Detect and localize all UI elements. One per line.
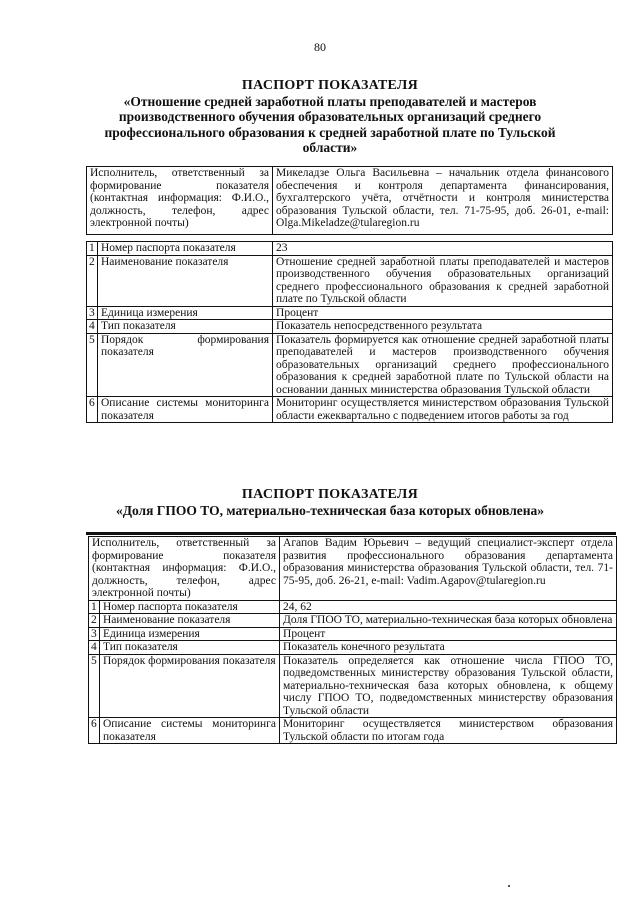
row-number: 3	[89, 627, 100, 641]
passport2-title: ПАСПОРТ ПОКАЗАТЕЛЯ	[241, 487, 419, 502]
row-number: 1	[89, 600, 100, 614]
row-value: Отношение средней заработной платы преподавателей и мастеров производственного обучения образовательных организаций среднего профессионального образования к средней заработной плате по Тульской области	[273, 255, 613, 306]
table-row	[87, 255, 613, 306]
row-value: Мониторинг осуществляется министерством образования Тульской области по итогам года	[280, 718, 617, 744]
passport1-table	[86, 166, 613, 423]
row-number: 3	[87, 306, 98, 320]
table-row	[87, 320, 613, 334]
executor-label: Исполнитель, ответственный за формирование показателя (контактная информация: Ф.И.О., должность, телефон, адрес электронной почты)	[89, 537, 280, 601]
row-label: Единица измерения	[98, 306, 273, 320]
row-label: Тип показателя	[100, 641, 280, 655]
table-row	[89, 600, 617, 614]
row-number: 5	[87, 333, 98, 397]
passport2-table	[88, 536, 617, 744]
executor-value: Агапов Вадим Юрьевич – ведущий специалист-эксперт отдела развития профессионального образования департамента образования министерства образования Тульской области, тел. 71-75-95, доб. 26-21, e-mail: Vadim.Agapov@tularegion.ru	[280, 537, 617, 601]
table-row	[87, 333, 613, 397]
row-label: Наименование показателя	[98, 255, 273, 306]
table-row	[89, 654, 617, 718]
row-label: Порядок формирования показателя	[100, 654, 280, 718]
table-row	[89, 614, 617, 628]
passport2-subtitle: «Доля ГПОО ТО, материально-техническая база которых обновлена»	[115, 502, 545, 518]
divider	[86, 532, 616, 535]
table-row	[89, 718, 617, 744]
scan-speck	[508, 885, 510, 887]
row-number: 6	[87, 397, 98, 423]
passport1-heading	[80, 78, 580, 156]
table-row	[87, 306, 613, 320]
row-label: Единица измерения	[100, 627, 280, 641]
row-value: Доля ГПОО ТО, материально-техническая база которых обновлена	[280, 614, 617, 628]
page-number: 80	[314, 40, 326, 54]
row-value: Показатель формируется как отношение средней заработной платы преподавателей и мастеров производственного обучения образовательных организаций среднего профессионального образования к средней заработной плате по Тульской области на основании данных министерства образования Тульской области	[273, 333, 613, 397]
row-value: 24, 62	[280, 600, 617, 614]
row-label: Номер паспорта показателя	[100, 600, 280, 614]
passport1-title: ПАСПОРТ ПОКАЗАТЕЛЯ	[241, 78, 419, 93]
row-label: Порядок формирования показателя	[98, 333, 273, 397]
row-number: 2	[89, 614, 100, 628]
table-row	[89, 641, 617, 655]
table-row	[87, 242, 613, 256]
table-row	[89, 627, 617, 641]
row-value: Процент	[280, 627, 617, 641]
row-label: Описание системы мониторинга показателя	[100, 718, 280, 744]
row-value: Показатель непосредственного результата	[273, 320, 613, 334]
row-value: 23	[273, 242, 613, 256]
row-number: 4	[87, 320, 98, 334]
passport1-subtitle: «Отношение средней заработной платы преподавателей и мастеров производственного обучения образовательных организаций среднего профессионального образования к средней заработной плате по Тульской области»	[104, 93, 556, 155]
executor-label: Исполнитель, ответственный за формирование показателя (контактная информация: Ф.И.О., должность, телефон, адрес электронной почты)	[87, 167, 273, 235]
row-number: 4	[89, 641, 100, 655]
row-label: Номер паспорта показателя	[98, 242, 273, 256]
table-row	[89, 537, 617, 601]
table-row	[87, 397, 613, 423]
row-number: 6	[89, 718, 100, 744]
row-value: Мониторинг осуществляется министерством образования Тульской области ежеквартально с подведением итогов работы за год	[273, 397, 613, 423]
passport2-heading	[80, 487, 580, 518]
row-value: Показатель определяется как отношение числа ГПОО ТО, подведомственных министерству образования Тульской области, материально-техническая база которых обновлена, к общему числу ГПОО ТО, подведомственных министерству образования Тульской области	[280, 654, 617, 718]
row-number: 2	[87, 255, 98, 306]
row-value: Показатель конечного результата	[280, 641, 617, 655]
row-label: Описание системы мониторинга показателя	[98, 397, 273, 423]
executor-value: Микеладзе Ольга Васильевна – начальник отдела финансового обеспечения и контроля департамента финансирования, бухгалтерского учёта, отчётности и контроля министерства образования Тульской области, тел. 71-75-95, доб. 26-01, e-mail: Olga.Mikeladze@tularegion.ru	[273, 167, 613, 235]
row-number: 1	[87, 242, 98, 256]
table-row	[87, 167, 613, 235]
row-label: Наименование показателя	[100, 614, 280, 628]
row-value: Процент	[273, 306, 613, 320]
row-number: 5	[89, 654, 100, 718]
row-label: Тип показателя	[98, 320, 273, 334]
